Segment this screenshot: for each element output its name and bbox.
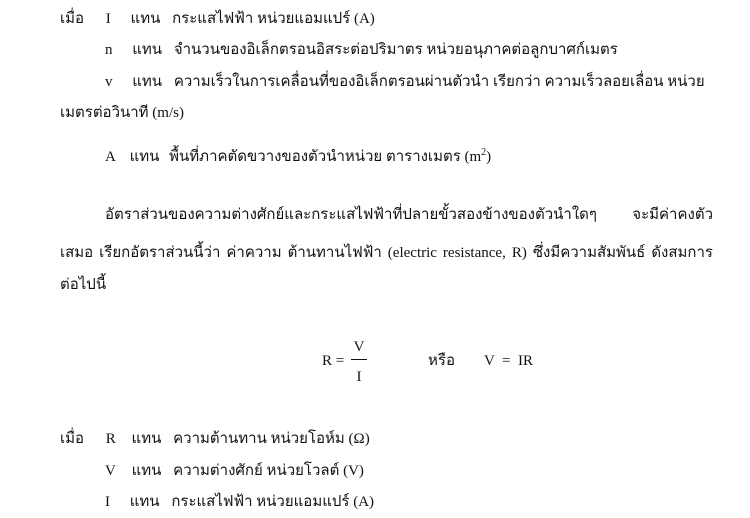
when-label: เมื่อ <box>60 431 85 447</box>
definition-text: ความเร็วในการเคลื่อนที่ของอิเล็กตรอนผ่านตัวนำ เรียกว่า ความเร็วลอยเลื่อน หน่วย <box>173 74 705 90</box>
represents-word: แทน <box>129 494 160 510</box>
when-label: เมื่อ <box>60 11 85 27</box>
definition-row-area <box>105 143 491 167</box>
definition-text: ความต้านทาน หน่วยโอห์ม (Ω) <box>173 431 370 447</box>
definition-text: กระแสไฟฟ้า หน่วยแอมแปร์ (A) <box>172 11 375 27</box>
definition-row-current-2 <box>105 492 374 512</box>
represents-word: แทน <box>132 74 163 90</box>
equation-lhs: R = <box>322 353 345 369</box>
symbol-i: I <box>105 11 111 27</box>
closing-paren: ) <box>486 149 492 165</box>
paragraph-line-2: เสมอ เรียกอัตราส่วนนี้ว่า ค่าความ ต้านทานไฟฟ้า (electric resistance, R) ซึ่งมีความสัมพันธ์ ดังสมการ <box>60 245 713 261</box>
represents-word: แทน <box>130 11 161 27</box>
fraction-numerator: V <box>353 339 365 355</box>
or-word: หรือ <box>428 353 455 369</box>
definition-text: กระแสไฟฟ้า หน่วยแอมแปร์ (A) <box>171 494 375 510</box>
symbol-r: R <box>105 431 116 447</box>
symbol-n: n <box>105 42 113 58</box>
definition-text: พื้นที่ภาคตัดขวางของตัวนำหน่วย ตารางเมตร (m <box>169 149 482 165</box>
symbol-a: A <box>105 149 116 165</box>
symbol-i: I <box>105 494 110 510</box>
represents-word: แทน <box>129 149 160 165</box>
definition-continuation: เมตรต่อวินาที (m/s) <box>60 105 184 121</box>
equation-alternative: V = IR <box>484 353 534 369</box>
represents-word: แทน <box>131 431 162 447</box>
definition-row-drift-velocity <box>105 72 705 92</box>
superscript: 2 <box>481 147 487 158</box>
definition-text: จำนวนของอิเล็กตรอนอิสระต่อปริมาตร หน่วยอนุภาคต่อลูกบาศก์เมตร <box>173 42 618 58</box>
definition-row-resistance <box>60 429 370 449</box>
symbol-v: v <box>105 74 113 90</box>
definition-row-current <box>60 9 375 29</box>
represents-word: แทน <box>132 42 163 58</box>
fraction-bar <box>351 359 367 360</box>
definition-row-voltage <box>105 461 364 481</box>
symbol-v: V <box>105 463 116 479</box>
paragraph-line-3: ต่อไปนี้ <box>60 277 107 293</box>
fraction-denominator: I <box>356 369 362 385</box>
represents-word: แทน <box>131 463 162 479</box>
definition-row-electron-density <box>105 40 618 60</box>
definition-text: ความต่างศักย์ หน่วยโวลต์ (V) <box>173 463 364 479</box>
paragraph-line-1: อัตราส่วนของความต่างศักย์และกระแสไฟฟ้าที่ปลายขั้วสองข้างของตัวนำใดๆ จะมีค่าคงตัว <box>105 207 713 223</box>
